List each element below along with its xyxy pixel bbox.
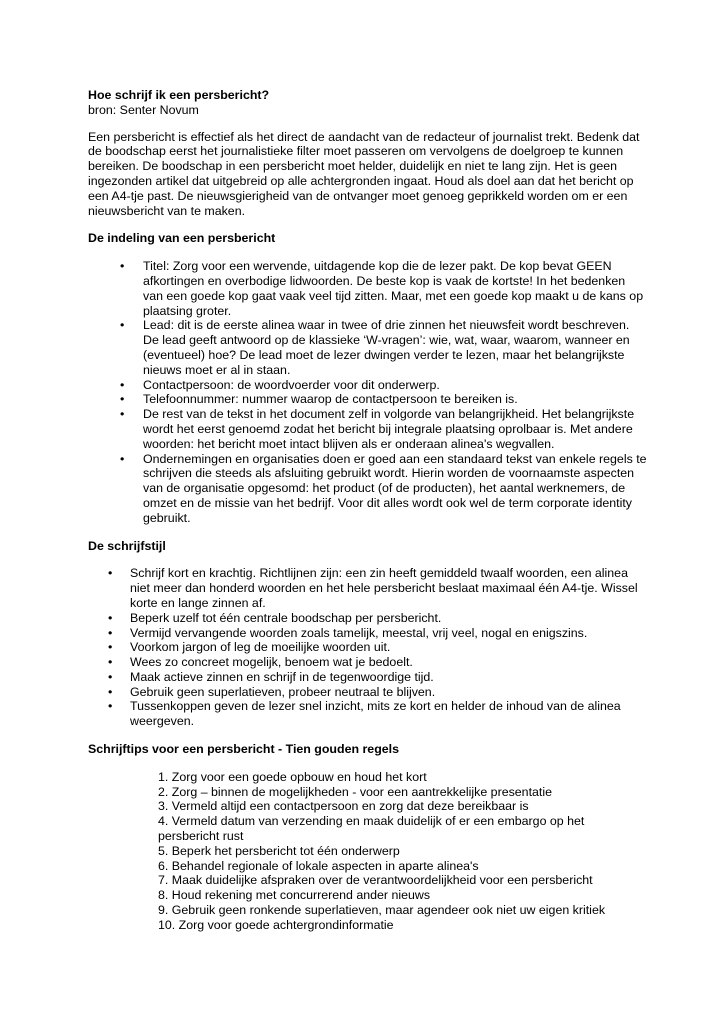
list-item [88,452,648,526]
list-item [88,407,648,451]
list-item-text: De rest van de tekst in het document zelf in volgorde van belangrijkheid. Het belangrijkste wordt het eerst genoemd zodat het bericht bij integrale plaatsing oprolbaar is. Met andere woorden: het bericht moet intact blijven als er onderaan alinea's wegvallen. [143,407,635,451]
numbered-tip: 7. Maak duidelijke afspraken over de verantwoordelijkheid voor een persbericht [158,873,593,888]
indeling-list [88,259,648,525]
bullet-icon: • [108,655,113,670]
list-item [88,318,648,377]
list-item [88,685,648,700]
bullet-icon: • [108,610,113,625]
list-item-text: Vermijd vervangende woorden zoals tamelijk, meestal, vrij veel, nogal en enigszins. [130,625,588,640]
numbered-tip: 9. Gebruik geen ronkende superlatieven, maar agendeer ook niet uw eigen kritiek [158,903,606,918]
list-item-text: Titel: Zorg voor een wervende, uitdagende kop die de lezer pakt. De kop bevat GEEN afkortingen en overbodige lidwoorden. De beste kop is vaak de kortste! In het bedenken van een goede kop gaat vaak veel tijd zitten. Maar, met een goede kop maakt u de kans op plaatsing groter. [143,259,644,318]
list-item-text: Wees zo concreet mogelijk, benoem wat je bedoelt. [130,655,413,670]
bullet-icon: • [120,318,125,333]
intro-paragraph: Een persbericht is effectief als het direct de aandacht van de redacteur of journalist trekt. Bedenk dat de boodschap eerst het journalistieke filter moet passeren om vervolgens de doelgroep te kunnen bereiken. De boodschap in een persbericht moet helder, duidelijk en niet te lang zijn. Het is geen ingezonden artikel dat uitgebreid op alle achtergronden ingaat. Houd als doel aan dat het bericht op een A4-tje past. De nieuwsgierigheid van de ontvanger moet genoeg geprikkeld worden om er een nieuwsbericht van te maken. [88,129,640,218]
list-item-text: Voorkom jargon of leg de moeilijke woorden uit. [130,640,391,655]
list-item-text: Contactpersoon: de woordvoerder voor dit onderwerp. [143,377,440,392]
list-item [88,640,648,655]
list-item-text: Gebruik geen superlatieven, probeer neutraal te blijven. [130,684,436,699]
numbered-tip: 10. Zorg voor goede achtergrondinformatie [158,917,394,932]
section-heading-schrijfstijl: De schrijfstijl [88,538,166,553]
document-title: Hoe schrijf ik een persbericht? [88,88,270,102]
numbered-tip: 3. Vermeld altijd een contactpersoon en zorg dat deze bereikbaar is [158,799,529,814]
numbered-tip: 6. Behandel regionale of lokale aspecten in aparte alinea's [158,858,479,873]
list-item-text: Maak actieve zinnen en schrijf in de tegenwoordige tijd. [130,669,434,684]
section-heading-indeling: De indeling van een persbericht [88,231,276,246]
list-item [88,392,648,407]
list-item [88,655,648,670]
list-item [88,611,648,626]
bullet-icon: • [108,625,113,640]
tips-list [88,770,648,933]
bullet-icon: • [108,669,113,684]
list-item-text: Lead: dit is de eerste alinea waar in twee of drie zinnen het nieuwsfeit wordt beschreven. De lead geeft antwoord op de klassieke ‘W-vragen’: wie, wat, waar, waarom, wanneer en (eventueel) hoe? De lead moet de lezer dwingen verder te lezen, maar het belangrijkste nieuws moet er al in staan. [143,318,630,377]
schrijfstijl-list [88,566,648,729]
section-heading-tips: Schrijftips voor een persbericht - Tien gouden regels [88,742,399,757]
list-item-text: Beperk uzelf tot één centrale boodschap per persbericht. [130,610,442,625]
bullet-icon: • [120,407,125,422]
bullet-icon: • [120,377,125,392]
bullet-icon: • [120,259,125,274]
list-item [88,699,648,729]
bullet-icon: • [108,684,113,699]
list-item [88,259,648,318]
document-page [88,88,648,933]
bullet-icon: • [108,699,113,714]
numbered-tip: 2. Zorg – binnen de mogelijkheden - voor een aantrekkelijke presentatie [158,784,552,799]
bullet-icon: • [120,451,125,466]
list-item-text: Schrijf kort en krachtig. Richtlijnen zijn: een zin heeft gemiddeld twaalf woorden, een alinea niet meer dan honderd woorden en het hele persbericht beslaat maximaal één A4-tje. Wissel korte en lange zinnen af. [130,566,638,610]
numbered-tip: 1. Zorg voor een goede opbouw en houd het kort [158,769,427,784]
list-item [88,378,648,393]
numbered-tip: 5. Beperk het persbericht tot één onderwerp [158,843,400,858]
list-item [88,626,648,641]
list-item-text: Telefoonnummer: nummer waarop de contactpersoon te bereiken is. [143,392,518,407]
bullet-icon: • [108,566,113,581]
list-item-text: Ondernemingen en organisaties doen er goed aan een standaard tekst van enkele regels te schrijven die steeds als afsluiting gebruikt wordt. Hierin worden de voornaamste aspecten van de organisatie opgesomd: het product (of de producten), het aantal werknemers, de omzet en de missie van het bedrijf. Voor dit alles wordt ook wel de term corporate identity gebruikt. [143,451,647,525]
list-item-text: Tussenkoppen geven de lezer snel inzicht, mits ze kort en helder de inhoud van de alinea weergeven. [130,699,621,729]
numbered-tip: 8. Houd rekening met concurrerend ander nieuws [158,888,431,903]
bullet-icon: • [120,392,125,407]
document-source: bron: Senter Novum [88,102,199,117]
bullet-icon: • [108,640,113,655]
numbered-tip: 4. Vermeld datum van verzending en maak duidelijk of er een embargo op het persbericht rust [158,814,585,844]
list-item [88,566,648,610]
list-item [88,670,648,685]
